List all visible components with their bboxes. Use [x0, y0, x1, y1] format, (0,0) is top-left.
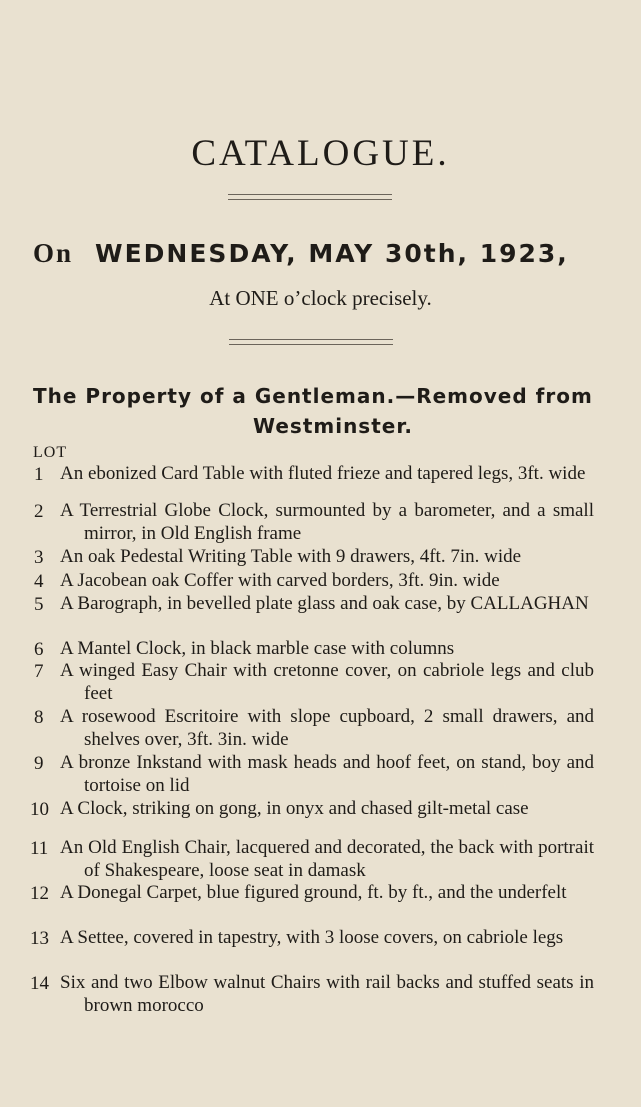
lot-number: 13 [30, 928, 49, 949]
lot-description: An Old English Chair, lacquered and decorated, the back with portrait of Shakespeare, loose seat in damask [60, 837, 594, 881]
lot-description: An ebonized Card Table with fluted frieze and tapered legs, 3ft. wide [60, 463, 586, 484]
lot-number: 14 [30, 973, 49, 994]
lot-number: 4 [34, 571, 44, 592]
lot-description: A rosewood Escritoire with slope cupboard, 2 small drawers, and shelves over, 3ft. 3in. wide [60, 706, 594, 750]
property-heading: The Property of a Gentleman.—Removed from [33, 384, 593, 408]
lot-description: A Donegal Carpet, blue figured ground, ft. by ft., and the underfelt [60, 882, 567, 903]
lot-number: 10 [30, 799, 49, 820]
lot-description: A Settee, covered in tapestry, with 3 loose covers, on cabriole legs [60, 927, 564, 948]
lot-number: 2 [34, 501, 44, 522]
date-prefix: On [33, 238, 74, 268]
lot-number: 3 [34, 547, 44, 568]
catalogue-title: CATALOGUE. [191, 133, 450, 174]
property-heading-cont: Westminster. [253, 414, 413, 438]
lot-number: 11 [30, 838, 49, 859]
lot-description: Six and two Elbow walnut Chairs with rail backs and stuffed seats in brown morocco [60, 972, 594, 1016]
lot-description: A Mantel Clock, in black marble case with columns [60, 638, 455, 659]
sale-time: At ONE o’clock precisely. [209, 286, 432, 310]
lot-number: 6 [34, 639, 44, 660]
lot-column-header: LOT [33, 444, 68, 461]
lot-description: A Jacobean oak Coffer with carved borders, 3ft. 9in. wide [60, 570, 500, 591]
lot-number: 9 [34, 753, 44, 774]
sale-date: WEDNESDAY, MAY 30th, 1923, [95, 239, 569, 268]
lot-description: A bronze Inkstand with mask heads and hoof feet, on stand, boy and tortoise on lid [60, 752, 594, 796]
lot-number: 12 [30, 883, 49, 904]
lot-description: A Terrestrial Globe Clock, surmounted by a barometer, and a small mirror, in Old English frame [60, 500, 594, 544]
lot-number: 8 [34, 707, 44, 728]
lot-number: 7 [34, 661, 44, 682]
lot-description: An oak Pedestal Writing Table with 9 drawers, 4ft. 7in. wide [60, 546, 522, 567]
lot-description: A Clock, striking on gong, in onyx and chased gilt-metal case [60, 798, 529, 819]
lot-number: 5 [34, 594, 44, 615]
lot-description: A Barograph, in bevelled plate glass and oak case, by CALLAGHAN [60, 593, 589, 614]
lot-description: A winged Easy Chair with cretonne cover, on cabriole legs and club feet [60, 660, 594, 704]
lot-number: 1 [34, 464, 44, 485]
